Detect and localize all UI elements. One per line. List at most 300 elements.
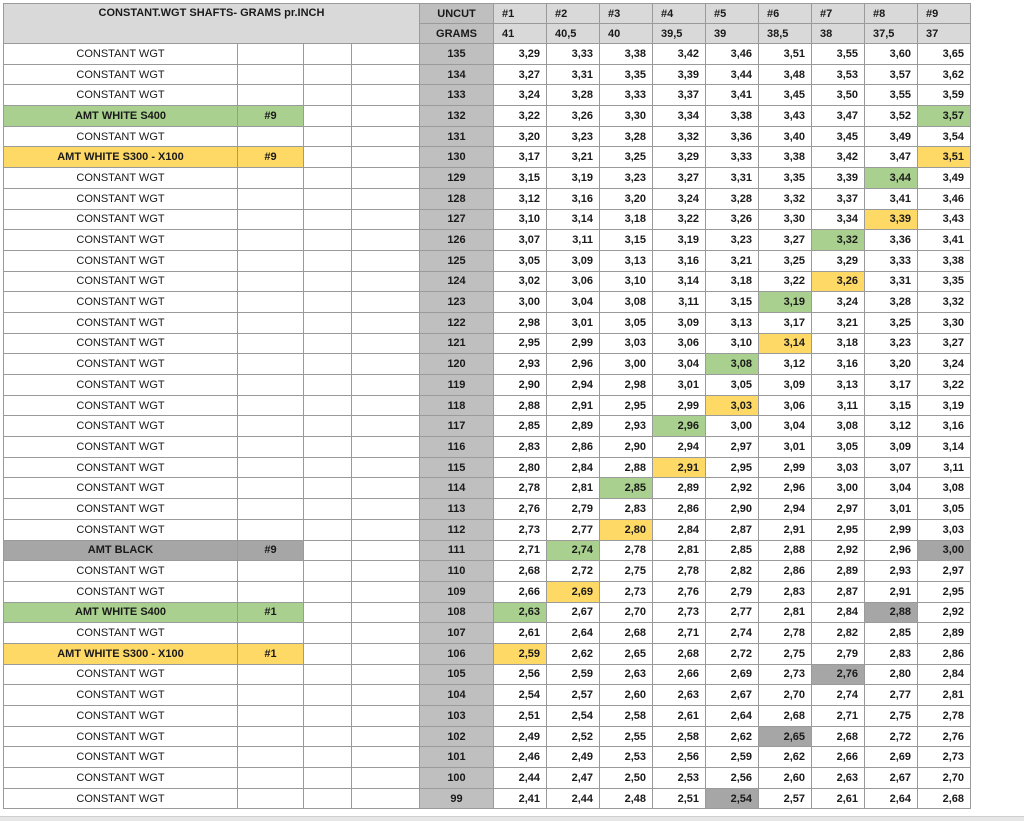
value-cell[interactable]: 3,12 (865, 416, 918, 437)
value-cell[interactable]: 3,45 (812, 126, 865, 147)
value-cell[interactable]: 3,11 (547, 230, 600, 251)
value-cell[interactable]: 3,55 (812, 44, 865, 65)
shaft-tag-cell[interactable] (238, 64, 304, 85)
value-cell[interactable]: 3,41 (706, 85, 759, 106)
value-cell[interactable]: 2,93 (865, 561, 918, 582)
uncut-grams-cell[interactable]: 107 (420, 623, 494, 644)
value-cell[interactable]: 3,05 (706, 375, 759, 396)
value-cell[interactable]: 2,86 (918, 643, 971, 664)
shaft-name-cell[interactable]: CONSTANT WGT (4, 561, 238, 582)
value-cell[interactable]: 2,81 (759, 602, 812, 623)
empty-cell[interactable] (352, 188, 420, 209)
shaft-tag-cell[interactable]: #1 (238, 602, 304, 623)
shaft-tag-cell[interactable] (238, 292, 304, 313)
value-cell[interactable]: 3,32 (918, 292, 971, 313)
value-cell[interactable]: 3,62 (918, 64, 971, 85)
value-cell[interactable]: 3,22 (759, 271, 812, 292)
value-cell[interactable]: 2,95 (812, 519, 865, 540)
value-cell[interactable]: 3,31 (865, 271, 918, 292)
shaft-tag-cell[interactable] (238, 126, 304, 147)
value-cell[interactable]: 2,68 (759, 706, 812, 727)
value-cell[interactable]: 2,94 (547, 375, 600, 396)
value-cell[interactable]: 2,88 (600, 457, 653, 478)
value-cell[interactable]: 2,96 (653, 416, 706, 437)
value-cell[interactable]: 2,49 (547, 747, 600, 768)
value-cell[interactable]: 3,13 (706, 312, 759, 333)
value-cell[interactable]: 2,96 (759, 478, 812, 499)
value-cell[interactable]: 2,63 (494, 602, 547, 623)
shaft-name-cell[interactable]: CONSTANT WGT (4, 706, 238, 727)
value-cell[interactable]: 3,00 (600, 354, 653, 375)
value-cell[interactable]: 2,80 (494, 457, 547, 478)
value-cell[interactable]: 3,16 (547, 188, 600, 209)
empty-cell[interactable] (304, 478, 352, 499)
value-cell[interactable]: 2,75 (600, 561, 653, 582)
value-cell[interactable]: 2,84 (653, 519, 706, 540)
empty-cell[interactable] (304, 230, 352, 251)
value-cell[interactable]: 3,65 (918, 44, 971, 65)
value-cell[interactable]: 2,64 (547, 623, 600, 644)
value-cell[interactable]: 3,26 (706, 209, 759, 230)
value-cell[interactable]: 2,60 (759, 768, 812, 789)
value-cell[interactable]: 3,30 (918, 312, 971, 333)
value-cell[interactable]: 3,02 (494, 271, 547, 292)
value-cell[interactable]: 3,57 (865, 64, 918, 85)
shaft-name-cell[interactable]: AMT WHITE S400 (4, 602, 238, 623)
value-cell[interactable]: 2,61 (812, 788, 865, 809)
value-cell[interactable]: 2,80 (865, 664, 918, 685)
value-cell[interactable]: 3,22 (653, 209, 706, 230)
value-cell[interactable]: 3,42 (653, 44, 706, 65)
value-cell[interactable]: 3,21 (547, 147, 600, 168)
empty-cell[interactable] (304, 768, 352, 789)
value-cell[interactable]: 2,68 (494, 561, 547, 582)
value-cell[interactable]: 3,29 (494, 44, 547, 65)
uncut-grams-cell[interactable]: 106 (420, 643, 494, 664)
value-cell[interactable]: 2,59 (494, 643, 547, 664)
value-cell[interactable]: 3,05 (812, 437, 865, 458)
value-cell[interactable]: 3,37 (653, 85, 706, 106)
value-cell[interactable]: 2,76 (812, 664, 865, 685)
empty-cell[interactable] (304, 664, 352, 685)
value-cell[interactable]: 2,72 (865, 726, 918, 747)
value-cell[interactable]: 3,41 (918, 230, 971, 251)
value-cell[interactable]: 2,71 (812, 706, 865, 727)
empty-cell[interactable] (352, 230, 420, 251)
value-cell[interactable]: 3,52 (865, 106, 918, 127)
value-cell[interactable]: 3,11 (653, 292, 706, 313)
uncut-grams-cell[interactable]: 104 (420, 685, 494, 706)
empty-cell[interactable] (304, 643, 352, 664)
empty-cell[interactable] (352, 499, 420, 520)
value-cell[interactable]: 2,50 (600, 768, 653, 789)
value-cell[interactable]: 3,07 (865, 457, 918, 478)
shaft-tag-cell[interactable]: #9 (238, 540, 304, 561)
value-cell[interactable]: 3,05 (918, 499, 971, 520)
empty-cell[interactable] (304, 581, 352, 602)
empty-cell[interactable] (352, 209, 420, 230)
value-cell[interactable]: 3,16 (653, 250, 706, 271)
shaft-tag-cell[interactable] (238, 416, 304, 437)
value-cell[interactable]: 2,76 (918, 726, 971, 747)
value-cell[interactable]: 3,13 (812, 375, 865, 396)
shaft-name-cell[interactable]: CONSTANT WGT (4, 416, 238, 437)
value-cell[interactable]: 3,18 (600, 209, 653, 230)
value-cell[interactable]: 3,00 (494, 292, 547, 313)
value-cell[interactable]: 3,16 (812, 354, 865, 375)
shaft-name-cell[interactable]: CONSTANT WGT (4, 64, 238, 85)
value-cell[interactable]: 2,90 (494, 375, 547, 396)
empty-cell[interactable] (352, 292, 420, 313)
uncut-grams-cell[interactable]: 112 (420, 519, 494, 540)
shaft-name-cell[interactable]: CONSTANT WGT (4, 375, 238, 396)
empty-cell[interactable] (304, 168, 352, 189)
value-cell[interactable]: 3,19 (918, 395, 971, 416)
value-cell[interactable]: 2,98 (600, 375, 653, 396)
empty-cell[interactable] (304, 747, 352, 768)
value-cell[interactable]: 3,36 (706, 126, 759, 147)
value-cell[interactable]: 3,18 (812, 333, 865, 354)
value-cell[interactable]: 3,14 (653, 271, 706, 292)
shaft-name-cell[interactable]: CONSTANT WGT (4, 581, 238, 602)
value-cell[interactable]: 2,96 (547, 354, 600, 375)
horizontal-scrollbar[interactable] (0, 816, 1024, 821)
value-cell[interactable]: 3,31 (547, 64, 600, 85)
value-cell[interactable]: 2,79 (812, 643, 865, 664)
shaft-tag-cell[interactable] (238, 726, 304, 747)
value-cell[interactable]: 3,53 (812, 64, 865, 85)
empty-cell[interactable] (352, 478, 420, 499)
shaft-tag-cell[interactable] (238, 44, 304, 65)
value-cell[interactable]: 2,65 (600, 643, 653, 664)
value-cell[interactable]: 3,38 (600, 44, 653, 65)
uncut-grams-cell[interactable]: 114 (420, 478, 494, 499)
shaft-name-cell[interactable]: CONSTANT WGT (4, 250, 238, 271)
value-cell[interactable]: 3,14 (547, 209, 600, 230)
uncut-grams-cell[interactable]: 102 (420, 726, 494, 747)
value-cell[interactable]: 2,91 (547, 395, 600, 416)
value-cell[interactable]: 2,59 (706, 747, 759, 768)
value-cell[interactable]: 2,76 (494, 499, 547, 520)
value-cell[interactable]: 2,81 (547, 478, 600, 499)
value-cell[interactable]: 2,99 (547, 333, 600, 354)
value-cell[interactable]: 3,23 (865, 333, 918, 354)
uncut-grams-cell[interactable]: 133 (420, 85, 494, 106)
empty-cell[interactable] (304, 561, 352, 582)
value-cell[interactable]: 2,51 (653, 788, 706, 809)
value-cell[interactable]: 3,34 (653, 106, 706, 127)
value-cell[interactable]: 2,95 (706, 457, 759, 478)
shaft-name-cell[interactable]: CONSTANT WGT (4, 768, 238, 789)
value-cell[interactable]: 2,59 (547, 664, 600, 685)
value-cell[interactable]: 3,48 (759, 64, 812, 85)
value-cell[interactable]: 2,55 (600, 726, 653, 747)
value-cell[interactable]: 2,81 (653, 540, 706, 561)
shaft-name-cell[interactable]: CONSTANT WGT (4, 519, 238, 540)
uncut-grams-cell[interactable]: 123 (420, 292, 494, 313)
empty-cell[interactable] (304, 540, 352, 561)
value-cell[interactable]: 2,73 (494, 519, 547, 540)
empty-cell[interactable] (304, 519, 352, 540)
shaft-name-cell[interactable]: CONSTANT WGT (4, 437, 238, 458)
value-cell[interactable]: 3,19 (759, 292, 812, 313)
empty-cell[interactable] (304, 147, 352, 168)
value-cell[interactable]: 2,78 (918, 706, 971, 727)
shaft-name-cell[interactable]: CONSTANT WGT (4, 747, 238, 768)
value-cell[interactable]: 3,32 (812, 230, 865, 251)
value-cell[interactable]: 2,80 (600, 519, 653, 540)
empty-cell[interactable] (352, 85, 420, 106)
shaft-name-cell[interactable]: CONSTANT WGT (4, 230, 238, 251)
uncut-grams-cell[interactable]: 117 (420, 416, 494, 437)
value-cell[interactable]: 3,09 (759, 375, 812, 396)
uncut-grams-cell[interactable]: 103 (420, 706, 494, 727)
shaft-tag-cell[interactable] (238, 623, 304, 644)
shaft-tag-cell[interactable] (238, 561, 304, 582)
value-cell[interactable]: 2,95 (494, 333, 547, 354)
value-cell[interactable]: 3,00 (812, 478, 865, 499)
shaft-name-cell[interactable]: AMT WHITE S300 - X100 (4, 643, 238, 664)
value-cell[interactable]: 2,67 (706, 685, 759, 706)
value-cell[interactable]: 3,39 (812, 168, 865, 189)
value-cell[interactable]: 3,24 (812, 292, 865, 313)
value-cell[interactable]: 2,75 (865, 706, 918, 727)
value-cell[interactable]: 3,47 (865, 147, 918, 168)
shaft-name-cell[interactable]: CONSTANT WGT (4, 664, 238, 685)
value-cell[interactable]: 2,78 (759, 623, 812, 644)
value-cell[interactable]: 3,38 (918, 250, 971, 271)
value-cell[interactable]: 2,82 (812, 623, 865, 644)
shaft-tag-cell[interactable] (238, 168, 304, 189)
value-cell[interactable]: 3,00 (706, 416, 759, 437)
value-cell[interactable]: 2,89 (653, 478, 706, 499)
value-cell[interactable]: 3,05 (600, 312, 653, 333)
value-cell[interactable]: 2,64 (706, 706, 759, 727)
value-cell[interactable]: 2,65 (759, 726, 812, 747)
value-cell[interactable]: 3,51 (759, 44, 812, 65)
shaft-tag-cell[interactable] (238, 664, 304, 685)
value-cell[interactable]: 2,79 (547, 499, 600, 520)
shaft-name-cell[interactable]: CONSTANT WGT (4, 457, 238, 478)
value-cell[interactable]: 2,49 (494, 726, 547, 747)
shaft-tag-cell[interactable]: #9 (238, 106, 304, 127)
shaft-name-cell[interactable]: CONSTANT WGT (4, 395, 238, 416)
value-cell[interactable]: 2,94 (653, 437, 706, 458)
value-cell[interactable]: 2,77 (706, 602, 759, 623)
value-cell[interactable]: 3,27 (918, 333, 971, 354)
value-cell[interactable]: 3,24 (653, 188, 706, 209)
shaft-tag-cell[interactable] (238, 788, 304, 809)
value-cell[interactable]: 2,97 (706, 437, 759, 458)
shaft-tag-cell[interactable]: #1 (238, 643, 304, 664)
value-cell[interactable]: 3,06 (547, 271, 600, 292)
value-cell[interactable]: 2,70 (918, 768, 971, 789)
value-cell[interactable]: 2,69 (547, 581, 600, 602)
value-cell[interactable]: 3,33 (547, 44, 600, 65)
value-cell[interactable]: 2,83 (600, 499, 653, 520)
value-cell[interactable]: 2,92 (706, 478, 759, 499)
value-cell[interactable]: 2,86 (547, 437, 600, 458)
empty-cell[interactable] (352, 271, 420, 292)
value-cell[interactable]: 3,32 (759, 188, 812, 209)
shaft-name-cell[interactable]: CONSTANT WGT (4, 85, 238, 106)
value-cell[interactable]: 3,12 (759, 354, 812, 375)
value-cell[interactable]: 3,10 (494, 209, 547, 230)
value-cell[interactable]: 2,62 (706, 726, 759, 747)
value-cell[interactable]: 2,56 (706, 768, 759, 789)
empty-cell[interactable] (352, 643, 420, 664)
value-cell[interactable]: 2,88 (759, 540, 812, 561)
shaft-name-cell[interactable]: AMT BLACK (4, 540, 238, 561)
value-cell[interactable]: 2,83 (759, 581, 812, 602)
value-cell[interactable]: 3,33 (600, 85, 653, 106)
empty-cell[interactable] (304, 788, 352, 809)
value-cell[interactable]: 3,29 (653, 147, 706, 168)
value-cell[interactable]: 3,03 (918, 519, 971, 540)
value-cell[interactable]: 2,66 (494, 581, 547, 602)
value-cell[interactable]: 3,35 (918, 271, 971, 292)
value-cell[interactable]: 3,54 (918, 126, 971, 147)
shaft-name-cell[interactable]: AMT WHITE S400 (4, 106, 238, 127)
value-cell[interactable]: 3,06 (759, 395, 812, 416)
value-cell[interactable]: 2,41 (494, 788, 547, 809)
value-cell[interactable]: 3,43 (759, 106, 812, 127)
value-cell[interactable]: 2,97 (918, 561, 971, 582)
empty-cell[interactable] (352, 395, 420, 416)
empty-cell[interactable] (352, 375, 420, 396)
value-cell[interactable]: 3,06 (653, 333, 706, 354)
uncut-grams-cell[interactable]: 135 (420, 44, 494, 65)
value-cell[interactable]: 2,99 (759, 457, 812, 478)
value-cell[interactable]: 2,74 (547, 540, 600, 561)
value-cell[interactable]: 2,69 (706, 664, 759, 685)
value-cell[interactable]: 3,35 (600, 64, 653, 85)
value-cell[interactable]: 3,41 (865, 188, 918, 209)
shaft-name-cell[interactable]: CONSTANT WGT (4, 168, 238, 189)
empty-cell[interactable] (352, 106, 420, 127)
value-cell[interactable]: 3,29 (812, 250, 865, 271)
value-cell[interactable]: 2,99 (865, 519, 918, 540)
value-cell[interactable]: 3,16 (918, 416, 971, 437)
uncut-grams-cell[interactable]: 130 (420, 147, 494, 168)
shaft-tag-cell[interactable] (238, 333, 304, 354)
uncut-grams-cell[interactable]: 134 (420, 64, 494, 85)
value-cell[interactable]: 3,28 (600, 126, 653, 147)
shaft-tag-cell[interactable] (238, 375, 304, 396)
value-cell[interactable]: 2,87 (812, 581, 865, 602)
value-cell[interactable]: 2,53 (600, 747, 653, 768)
empty-cell[interactable] (304, 106, 352, 127)
shaft-name-cell[interactable]: CONSTANT WGT (4, 685, 238, 706)
value-cell[interactable]: 2,98 (494, 312, 547, 333)
value-cell[interactable]: 2,85 (706, 540, 759, 561)
value-cell[interactable]: 2,56 (653, 747, 706, 768)
value-cell[interactable]: 3,21 (706, 250, 759, 271)
value-cell[interactable]: 2,87 (706, 519, 759, 540)
empty-cell[interactable] (352, 126, 420, 147)
empty-cell[interactable] (352, 623, 420, 644)
value-cell[interactable]: 3,09 (547, 250, 600, 271)
value-cell[interactable]: 2,71 (494, 540, 547, 561)
value-cell[interactable]: 2,60 (600, 685, 653, 706)
value-cell[interactable]: 3,01 (653, 375, 706, 396)
shaft-tag-cell[interactable] (238, 209, 304, 230)
value-cell[interactable]: 3,12 (494, 188, 547, 209)
shaft-name-cell[interactable]: CONSTANT WGT (4, 44, 238, 65)
shaft-name-cell[interactable]: CONSTANT WGT (4, 788, 238, 809)
shaft-tag-cell[interactable] (238, 457, 304, 478)
uncut-grams-cell[interactable]: 111 (420, 540, 494, 561)
value-cell[interactable]: 2,54 (547, 706, 600, 727)
value-cell[interactable]: 3,19 (653, 230, 706, 251)
value-cell[interactable]: 2,68 (600, 623, 653, 644)
value-cell[interactable]: 3,38 (706, 106, 759, 127)
value-cell[interactable]: 2,76 (653, 581, 706, 602)
value-cell[interactable]: 3,08 (918, 478, 971, 499)
empty-cell[interactable] (352, 581, 420, 602)
value-cell[interactable]: 3,51 (918, 147, 971, 168)
value-cell[interactable]: 2,94 (759, 499, 812, 520)
value-cell[interactable]: 3,00 (918, 540, 971, 561)
value-cell[interactable]: 2,63 (653, 685, 706, 706)
value-cell[interactable]: 3,25 (759, 250, 812, 271)
value-cell[interactable]: 2,67 (865, 768, 918, 789)
value-cell[interactable]: 2,44 (547, 788, 600, 809)
value-cell[interactable]: 2,89 (812, 561, 865, 582)
value-cell[interactable]: 3,28 (547, 85, 600, 106)
value-cell[interactable]: 3,28 (865, 292, 918, 313)
value-cell[interactable]: 3,08 (706, 354, 759, 375)
empty-cell[interactable] (352, 437, 420, 458)
value-cell[interactable]: 2,83 (865, 643, 918, 664)
value-cell[interactable]: 3,20 (865, 354, 918, 375)
empty-cell[interactable] (352, 416, 420, 437)
shaft-tag-cell[interactable] (238, 395, 304, 416)
value-cell[interactable]: 3,26 (547, 106, 600, 127)
empty-cell[interactable] (304, 333, 352, 354)
empty-cell[interactable] (304, 85, 352, 106)
uncut-grams-cell[interactable]: 129 (420, 168, 494, 189)
value-cell[interactable]: 2,44 (494, 768, 547, 789)
empty-cell[interactable] (352, 768, 420, 789)
value-cell[interactable]: 3,39 (865, 209, 918, 230)
value-cell[interactable]: 3,49 (918, 168, 971, 189)
uncut-grams-cell[interactable]: 118 (420, 395, 494, 416)
value-cell[interactable]: 2,95 (600, 395, 653, 416)
shaft-tag-cell[interactable] (238, 271, 304, 292)
shaft-name-cell[interactable]: CONSTANT WGT (4, 354, 238, 375)
value-cell[interactable]: 3,30 (600, 106, 653, 127)
uncut-grams-cell[interactable]: 119 (420, 375, 494, 396)
empty-cell[interactable] (304, 312, 352, 333)
value-cell[interactable]: 2,70 (759, 685, 812, 706)
empty-cell[interactable] (352, 333, 420, 354)
empty-cell[interactable] (304, 188, 352, 209)
empty-cell[interactable] (352, 726, 420, 747)
value-cell[interactable]: 2,91 (759, 519, 812, 540)
value-cell[interactable]: 2,71 (653, 623, 706, 644)
empty-cell[interactable] (304, 499, 352, 520)
value-cell[interactable]: 2,61 (653, 706, 706, 727)
value-cell[interactable]: 2,62 (547, 643, 600, 664)
value-cell[interactable]: 3,27 (759, 230, 812, 251)
value-cell[interactable]: 3,03 (812, 457, 865, 478)
value-cell[interactable]: 3,15 (865, 395, 918, 416)
empty-cell[interactable] (352, 168, 420, 189)
value-cell[interactable]: 2,77 (865, 685, 918, 706)
value-cell[interactable]: 3,08 (600, 292, 653, 313)
value-cell[interactable]: 3,42 (812, 147, 865, 168)
